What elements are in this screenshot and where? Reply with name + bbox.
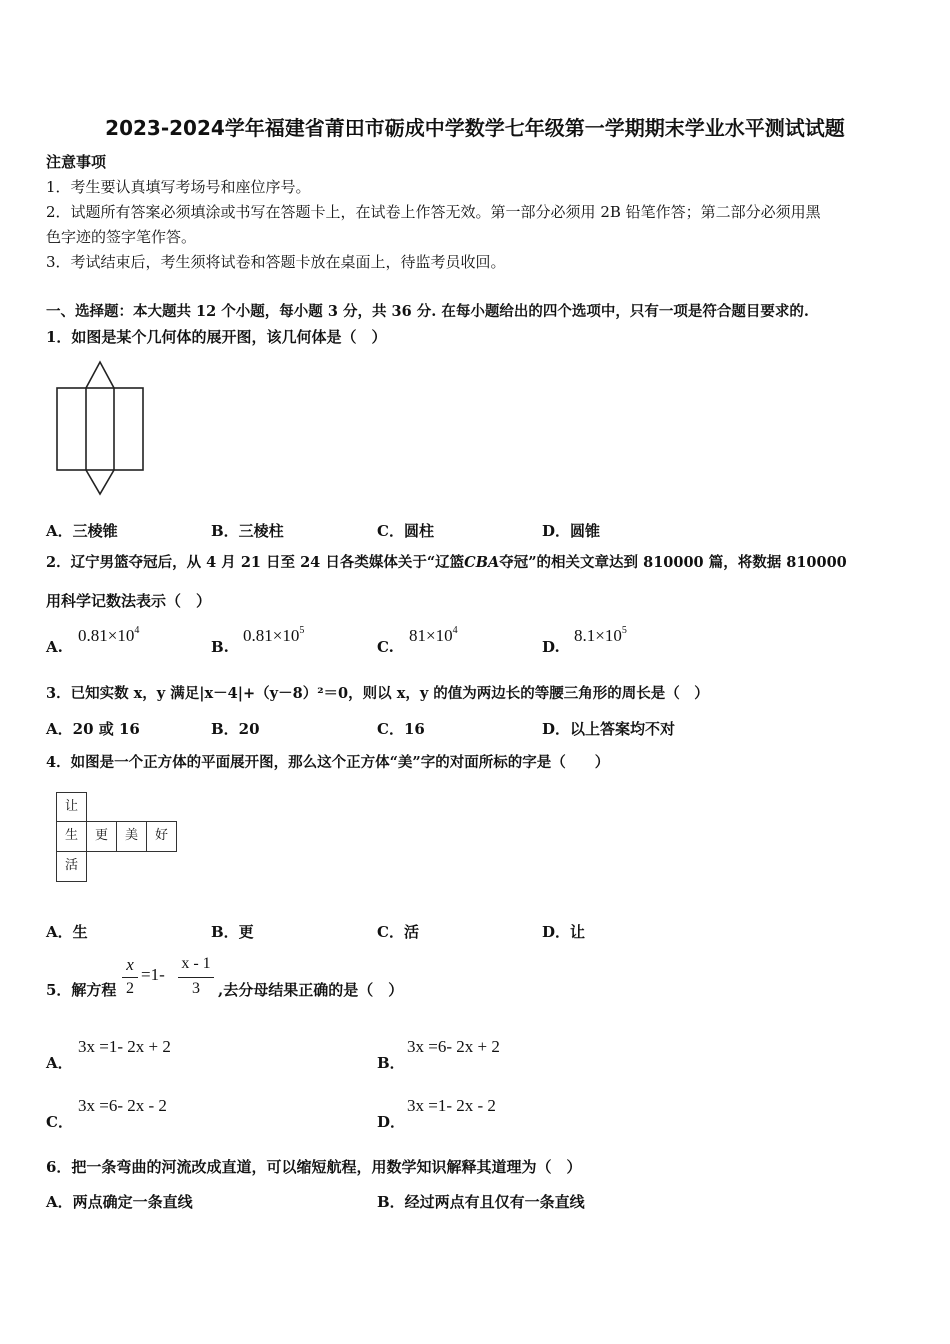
q4-option-d[interactable]: D．让 bbox=[542, 923, 586, 941]
q5-frac2-denominator: 3 bbox=[192, 980, 200, 997]
q4-option-a[interactable]: A．生 bbox=[46, 923, 88, 941]
net-bottom-triangle bbox=[86, 470, 114, 494]
q3-option-a[interactable]: A．20 或 16 bbox=[46, 720, 140, 738]
q2-option-d-expr[interactable] bbox=[574, 625, 627, 646]
q5-option-b-letter[interactable]: B． bbox=[377, 1054, 405, 1072]
q2-stem-part2: 夺冠”的相关文章达到 810000 篇，将数据 810000 bbox=[499, 554, 847, 571]
notice-item-1: 1．考生要认真填写考场号和座位序号。 bbox=[46, 178, 311, 196]
q1-option-a[interactable]: A．三棱锥 bbox=[46, 522, 118, 540]
q6-option-b[interactable]: B．经过两点有且仅有一条直线 bbox=[377, 1193, 585, 1211]
q2-option-b-base: 0.81×10 bbox=[243, 626, 300, 645]
prism-net-figure bbox=[52, 358, 148, 498]
q4-stem: 4．如图是一个正方体的平面展开图，那么这个正方体“美”字的对面所标的字是（ ） bbox=[46, 754, 610, 771]
q2-option-b-expr[interactable] bbox=[243, 625, 304, 646]
q5-stem-suffix: ,去分母结果正确的是（ ） bbox=[218, 981, 404, 999]
q5-option-a-letter[interactable]: A． bbox=[46, 1054, 73, 1072]
q2-stem-cba: CBA bbox=[464, 554, 500, 571]
q5-option-d-expr[interactable]: 3x =1- 2x - 2 bbox=[407, 1096, 496, 1115]
q2-option-c-exp: 4 bbox=[452, 625, 458, 636]
q6-option-a[interactable]: A．两点确定一条直线 bbox=[46, 1193, 193, 1211]
q2-stem-part1: 2．辽宁男篮夺冠后，从 4 月 21 日至 24 日各类媒体关于“辽篮 bbox=[46, 554, 465, 571]
net-cell-hao: 好 bbox=[146, 821, 177, 852]
notice-item-2-cont: 色字迹的签字笔作答。 bbox=[46, 228, 197, 246]
net-outer-rect bbox=[57, 388, 143, 470]
q1-option-b[interactable]: B．三棱柱 bbox=[211, 522, 284, 540]
net-cell-sheng: 生 bbox=[56, 821, 87, 852]
q2-option-c-letter[interactable]: C. bbox=[377, 638, 394, 656]
q2-option-d-base: 8.1×10 bbox=[574, 626, 622, 645]
q5-option-b-expr[interactable]: 3x =6- 2x + 2 bbox=[407, 1037, 500, 1056]
q2-option-d-letter[interactable]: D. bbox=[542, 638, 560, 656]
notice-heading: 注意事项 bbox=[46, 153, 107, 171]
q2-option-d-exp: 5 bbox=[621, 625, 627, 636]
q2-option-a-letter[interactable]: A. bbox=[46, 638, 63, 656]
q2-option-a-base: 0.81×10 bbox=[78, 626, 135, 645]
q5-option-a-expr[interactable]: 3x =1- 2x + 2 bbox=[78, 1037, 171, 1056]
q4-option-b[interactable]: B．更 bbox=[211, 923, 254, 941]
q5-option-c-letter[interactable]: C． bbox=[46, 1113, 73, 1131]
q2-option-c-expr[interactable] bbox=[409, 625, 458, 646]
q5-equals-part: =1- bbox=[141, 965, 165, 984]
net-cell-rang: 让 bbox=[56, 792, 87, 822]
q5-frac2-bar bbox=[178, 977, 214, 978]
q6-stem: 6．把一条弯曲的河流改成直道，可以缩短航程，用数学知识解释其道理为（ ） bbox=[46, 1158, 582, 1176]
notice-item-3: 3．考试结束后，考生须将试卷和答题卡放在桌面上，待监考员收回。 bbox=[46, 253, 506, 271]
cube-net-figure bbox=[56, 792, 180, 884]
q5-option-d-letter[interactable]: D． bbox=[377, 1113, 406, 1131]
q5-frac1-numerator: x bbox=[126, 955, 134, 974]
net-cell-mei: 美 bbox=[116, 821, 147, 852]
q5-option-c-expr[interactable]: 3x =6- 2x - 2 bbox=[78, 1096, 167, 1115]
q1-stem: 1．如图是某个几何体的展开图，该几何体是（ ） bbox=[46, 328, 387, 346]
page-title: 2023-2024学年福建省莆田市砺成中学数学七年级第一学期期末学业水平测试试题 bbox=[105, 116, 845, 140]
q2-option-c-base: 81×10 bbox=[409, 626, 453, 645]
net-cell-geng: 更 bbox=[86, 821, 117, 852]
q3-option-d[interactable]: D．以上答案均不对 bbox=[542, 720, 676, 738]
q2-stem-line2: 用科学记数法表示（ ） bbox=[46, 592, 212, 610]
q2-option-a-exp: 4 bbox=[134, 625, 140, 636]
q3-stem: 3．已知实数 x，y 满足|x－4|+（y－8）²＝0，则以 x，y 的值为两边长的等腰三角形的周长是（ ） bbox=[46, 685, 709, 702]
q5-frac1-denominator: 2 bbox=[126, 980, 134, 997]
q2-option-b-exp: 5 bbox=[299, 625, 305, 636]
q3-option-c[interactable]: C．16 bbox=[377, 720, 425, 738]
q5-frac1-bar bbox=[122, 977, 138, 978]
q3-option-b[interactable]: B．20 bbox=[211, 720, 260, 738]
net-top-triangle bbox=[86, 362, 114, 388]
q1-option-d[interactable]: D．圆锥 bbox=[542, 522, 601, 540]
net-cell-huo: 活 bbox=[56, 851, 87, 882]
notice-item-2: 2．试题所有答案必须填涂或书写在答题卡上，在试卷上作答无效。第一部分必须用 2B 铅笔作答；第二部分必须用黑 bbox=[46, 203, 821, 221]
q2-stem-line1 bbox=[46, 553, 847, 573]
q2-option-b-letter[interactable]: B. bbox=[211, 638, 229, 656]
q5-stem-prefix: 5．解方程 bbox=[46, 981, 117, 999]
q1-option-c[interactable]: C．圆柱 bbox=[377, 522, 434, 540]
q4-option-c[interactable]: C．活 bbox=[377, 923, 419, 941]
section-heading: 一、选择题：本大题共 12 个小题，每小题 3 分，共 36 分. 在每小题给出的四个选项中，只有一项是符合题目要求的. bbox=[46, 303, 809, 320]
q5-frac2-numerator: x - 1 bbox=[181, 955, 211, 972]
q2-option-a-expr[interactable] bbox=[78, 625, 139, 646]
